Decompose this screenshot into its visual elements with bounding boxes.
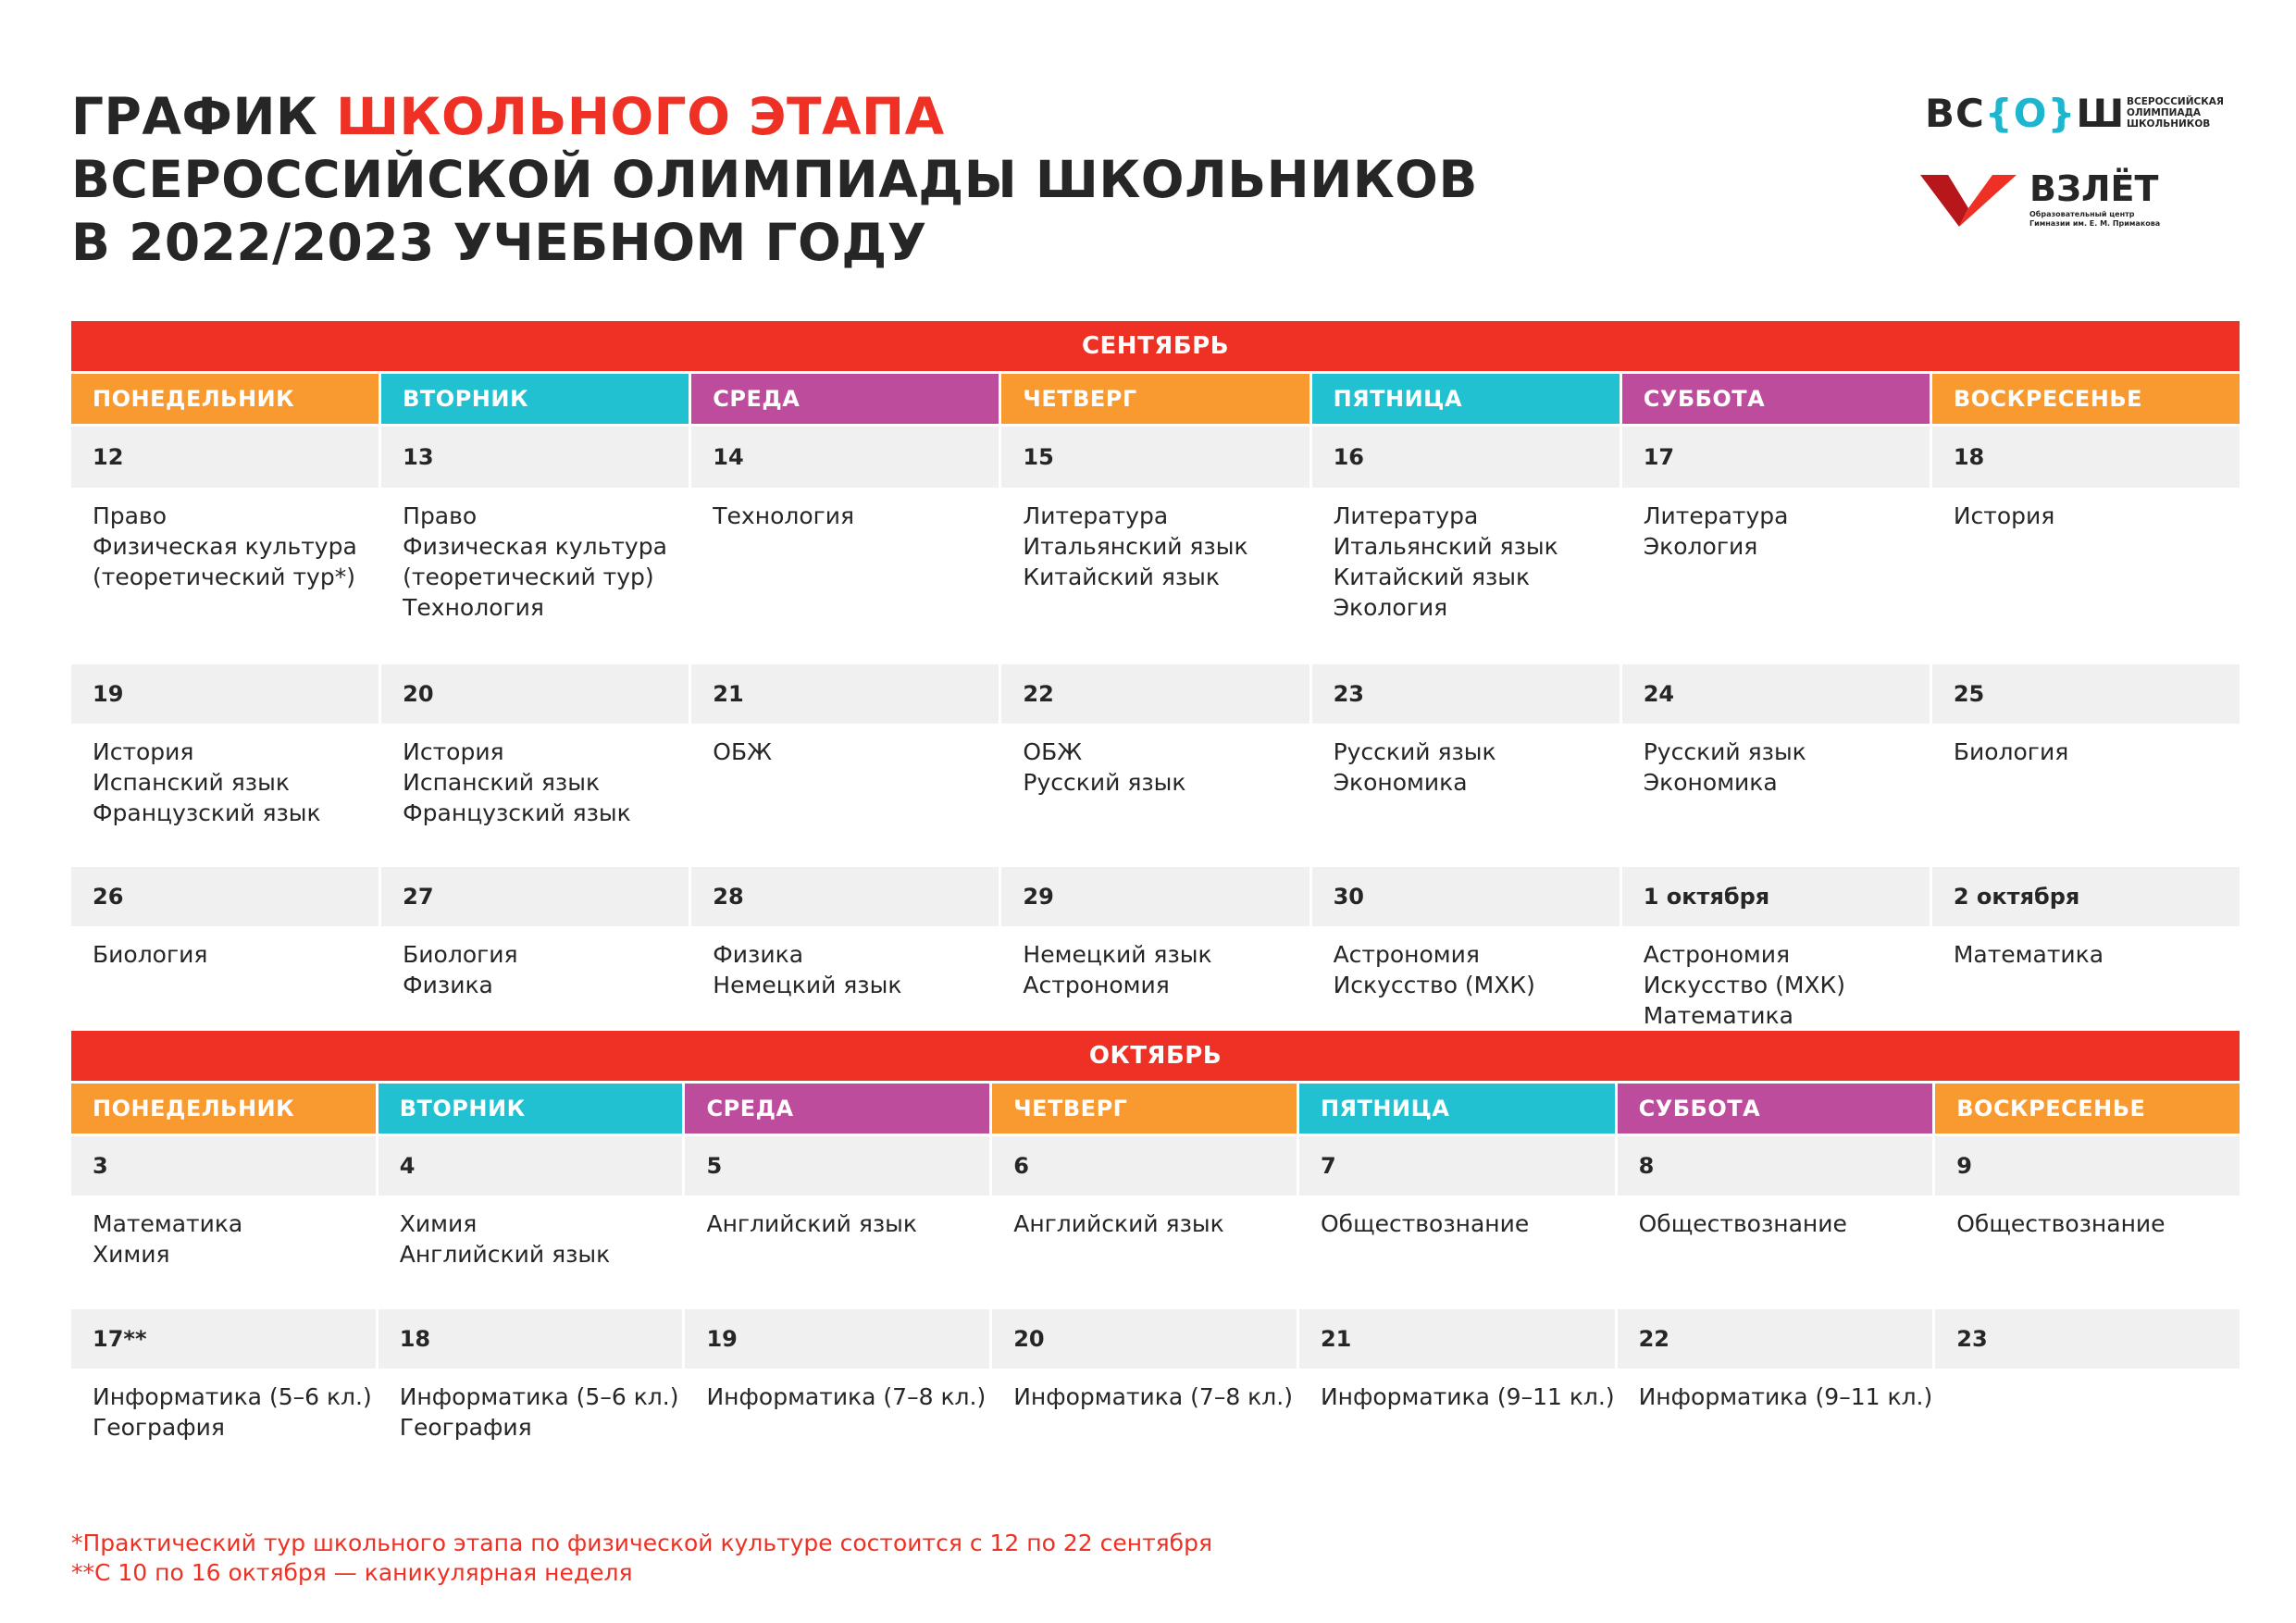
subject-item: Французский язык xyxy=(403,799,631,826)
day-subjects xyxy=(992,1196,1297,1309)
weekday-header: СРЕДА xyxy=(685,1084,989,1134)
footnote-holiday-week: **С 10 по 16 октября — каникулярная неделя xyxy=(71,1559,633,1586)
subject-item: Астрономия xyxy=(1643,941,1791,968)
day-date: 17** xyxy=(71,1309,376,1369)
subject-item: История xyxy=(93,738,194,765)
day-date: 18 xyxy=(1932,427,2240,488)
subject-item: Итальянский язык xyxy=(1333,533,1558,560)
day-subjects xyxy=(1935,1369,2240,1474)
day-date: 18 xyxy=(379,1309,683,1369)
day-date: 22 xyxy=(1618,1309,1933,1369)
day-subjects xyxy=(71,488,379,664)
subject-item: Экономика xyxy=(1333,769,1468,796)
subject-item: Обществознание xyxy=(1320,1210,1530,1237)
subject-item: Русский язык xyxy=(1333,738,1496,765)
subject-item: География xyxy=(93,1414,225,1441)
subject-item: Немецкий язык xyxy=(713,972,902,998)
month-header: СЕНТЯБРЬ xyxy=(71,321,2240,371)
day-date: 1 октября xyxy=(1622,867,1930,926)
day-date: 16 xyxy=(1312,427,1620,488)
day-date: 22 xyxy=(1001,664,1309,724)
day-subjects xyxy=(71,1369,376,1474)
day-subjects xyxy=(1618,1369,1933,1474)
subject-item: Право xyxy=(93,502,168,529)
subject-item: Английский язык xyxy=(399,1241,611,1268)
subject-item: Математика xyxy=(93,1210,243,1237)
day-date: 8 xyxy=(1618,1136,1933,1196)
title-line-2: ВСЕРОССИЙСКОЙ ОЛИМПИАДЫ ШКОЛЬНИКОВ xyxy=(71,150,1478,209)
day-subjects xyxy=(379,1369,683,1474)
day-subjects xyxy=(381,488,689,664)
vzlet-check-icon xyxy=(1920,171,2017,227)
subject-item: (теоретический тур*) xyxy=(93,564,355,590)
day-date: 9 xyxy=(1935,1136,2240,1196)
subject-item: История xyxy=(403,738,504,765)
day-subjects xyxy=(1001,926,1309,1031)
day-subjects xyxy=(381,724,689,867)
subject-item: Информатика (7–8 кл.) xyxy=(706,1383,987,1410)
subject-item: Биология xyxy=(93,941,208,968)
day-subjects xyxy=(685,1196,989,1309)
subject-item: ОБЖ xyxy=(713,738,773,765)
subject-item: Технология xyxy=(713,502,855,529)
day-date: 26 xyxy=(71,867,379,926)
subject-item: (теоретический тур) xyxy=(403,564,654,590)
subject-item: Биология xyxy=(1953,738,2069,765)
vsosh-logo xyxy=(1925,91,2240,137)
weekday-header: ЧЕТВЕРГ xyxy=(1001,374,1309,424)
subject-item: География xyxy=(399,1414,532,1441)
day-date: 12 xyxy=(71,427,379,488)
month-grid xyxy=(71,371,2240,1031)
vsosh-logo-mark: ВС{O}Ш xyxy=(1925,91,2126,136)
day-subjects xyxy=(1312,724,1620,867)
subject-item: Китайский язык xyxy=(1333,564,1531,590)
day-date: 20 xyxy=(381,664,689,724)
day-subjects xyxy=(71,724,379,867)
day-subjects xyxy=(1622,926,1930,1031)
subject-item: Экология xyxy=(1333,594,1448,621)
day-date: 28 xyxy=(691,867,999,926)
subject-item: Литература xyxy=(1333,502,1479,529)
schedule-table xyxy=(71,321,2240,1474)
day-date: 20 xyxy=(992,1309,1297,1369)
day-subjects xyxy=(1299,1369,1615,1474)
day-date: 27 xyxy=(381,867,689,926)
subject-item: Информатика (5–6 кл.) xyxy=(399,1383,679,1410)
title-line-1: ГРАФИК ШКОЛЬНОГО ЭТАПА xyxy=(71,87,945,146)
day-date: 4 xyxy=(379,1136,683,1196)
subject-item: Обществознание xyxy=(1956,1210,2166,1237)
weekday-header: СУББОТА xyxy=(1622,374,1930,424)
subject-item: Итальянский язык xyxy=(1023,533,1248,560)
weekday-header: ПЯТНИЦА xyxy=(1299,1084,1615,1134)
subject-item: Русский язык xyxy=(1023,769,1186,796)
day-date: 21 xyxy=(691,664,999,724)
footnote-physical-education: *Практический тур школьного этапа по физической культуре состоится с 12 по 22 сентября xyxy=(71,1530,1213,1556)
vsosh-logo-caption: ВСЕРОССИЙСКАЯ ОЛИМПИАДА ШКОЛЬНИКОВ xyxy=(2127,96,2224,130)
footnotes xyxy=(71,1529,1212,1588)
subject-item: Искусство (МХК) xyxy=(1643,972,1846,998)
day-subjects xyxy=(1299,1196,1615,1309)
day-date: 23 xyxy=(1312,664,1620,724)
day-date: 15 xyxy=(1001,427,1309,488)
day-subjects xyxy=(381,926,689,1031)
subject-item: ОБЖ xyxy=(1023,738,1083,765)
subject-item: Английский язык xyxy=(1013,1210,1224,1237)
subject-item: Английский язык xyxy=(706,1210,917,1237)
day-subjects xyxy=(1312,488,1620,664)
page-title xyxy=(71,85,1478,274)
subject-item: Математика xyxy=(1643,1002,1793,1029)
subject-item: Русский язык xyxy=(1643,738,1806,765)
weekday-header: СРЕДА xyxy=(691,374,999,424)
subject-item: Литература xyxy=(1643,502,1789,529)
day-subjects xyxy=(71,1196,376,1309)
subject-item: Физика xyxy=(403,972,493,998)
subject-item: Химия xyxy=(93,1241,170,1268)
day-date: 19 xyxy=(71,664,379,724)
title-line-3: В 2022/2023 УЧЕБНОМ ГОДУ xyxy=(71,213,927,272)
day-date: 5 xyxy=(685,1136,989,1196)
subject-item: Астрономия xyxy=(1023,972,1170,998)
subject-item: История xyxy=(1953,502,2055,529)
weekday-header: ПОНЕДЕЛЬНИК xyxy=(71,1084,376,1134)
day-date: 29 xyxy=(1001,867,1309,926)
day-subjects xyxy=(1932,926,2240,1031)
day-date: 7 xyxy=(1299,1136,1615,1196)
weekday-header: ВТОРНИК xyxy=(379,1084,683,1134)
weekday-header: ПЯТНИЦА xyxy=(1312,374,1620,424)
subject-item: Биология xyxy=(403,941,518,968)
day-subjects xyxy=(691,488,999,664)
subject-item: Информатика (5–6 кл.) xyxy=(93,1383,372,1410)
title-accent: ШКОЛЬНОГО ЭТАПА xyxy=(336,87,945,146)
weekday-header: СУББОТА xyxy=(1618,1084,1933,1134)
subject-item: Физика xyxy=(713,941,804,968)
weekday-header: ПОНЕДЕЛЬНИК xyxy=(71,374,379,424)
day-date: 13 xyxy=(381,427,689,488)
weekday-header: ЧЕТВЕРГ xyxy=(992,1084,1297,1134)
subject-item: Информатика (9–11 кл.) xyxy=(1320,1383,1615,1410)
vzlet-logo xyxy=(1920,168,2253,236)
subject-item: Астрономия xyxy=(1333,941,1480,968)
weekday-header: ВОСКРЕСЕНЬЕ xyxy=(1935,1084,2240,1134)
day-date: 17 xyxy=(1622,427,1930,488)
day-subjects xyxy=(1932,488,2240,664)
subject-item: Китайский язык xyxy=(1023,564,1221,590)
month-grid xyxy=(71,1081,2240,1474)
subject-item: Литература xyxy=(1023,502,1169,529)
subject-item: Обществознание xyxy=(1638,1210,1847,1237)
day-subjects xyxy=(1622,488,1930,664)
day-date: 2 октября xyxy=(1932,867,2240,926)
day-subjects xyxy=(1001,488,1309,664)
day-date: 21 xyxy=(1299,1309,1615,1369)
day-subjects xyxy=(1935,1196,2240,1309)
day-subjects xyxy=(1618,1196,1933,1309)
subject-item: Математика xyxy=(1953,941,2104,968)
subject-item: Информатика (9–11 кл.) xyxy=(1638,1383,1933,1410)
vzlet-logo-subtitle: Образовательный центр Гимназии им. Е. М. Примакова xyxy=(2029,210,2161,228)
day-date: 25 xyxy=(1932,664,2240,724)
month-header: ОКТЯБРЬ xyxy=(71,1031,2240,1081)
day-subjects xyxy=(379,1196,683,1309)
day-subjects xyxy=(685,1369,989,1474)
day-subjects xyxy=(992,1369,1297,1474)
subject-item: Химия xyxy=(399,1210,478,1237)
subject-item: Технология xyxy=(403,594,544,621)
subject-item: Испанский язык xyxy=(403,769,601,796)
subject-item: Физическая культура xyxy=(93,533,357,560)
day-date: 6 xyxy=(992,1136,1297,1196)
weekday-header: ВОСКРЕСЕНЬЕ xyxy=(1932,374,2240,424)
day-subjects xyxy=(71,926,379,1031)
vzlet-logo-name: ВЗЛЁТ xyxy=(2029,168,2159,209)
day-date: 3 xyxy=(71,1136,376,1196)
day-date: 19 xyxy=(685,1309,989,1369)
subject-item: Экология xyxy=(1643,533,1758,560)
subject-item: Физическая культура xyxy=(403,533,667,560)
subject-item: Экономика xyxy=(1643,769,1778,796)
day-subjects xyxy=(691,926,999,1031)
subject-item: Искусство (МХК) xyxy=(1333,972,1535,998)
day-subjects xyxy=(1001,724,1309,867)
day-subjects xyxy=(691,724,999,867)
subject-item: Право xyxy=(403,502,478,529)
subject-item: Немецкий язык xyxy=(1023,941,1212,968)
day-date: 30 xyxy=(1312,867,1620,926)
subject-item: Информатика (7–8 кл.) xyxy=(1013,1383,1293,1410)
subject-item: Испанский язык xyxy=(93,769,290,796)
day-date: 24 xyxy=(1622,664,1930,724)
day-subjects xyxy=(1932,724,2240,867)
day-subjects xyxy=(1312,926,1620,1031)
day-date: 23 xyxy=(1935,1309,2240,1369)
subject-item: Французский язык xyxy=(93,799,321,826)
day-subjects xyxy=(1622,724,1930,867)
weekday-header: ВТОРНИК xyxy=(381,374,689,424)
day-date: 14 xyxy=(691,427,999,488)
